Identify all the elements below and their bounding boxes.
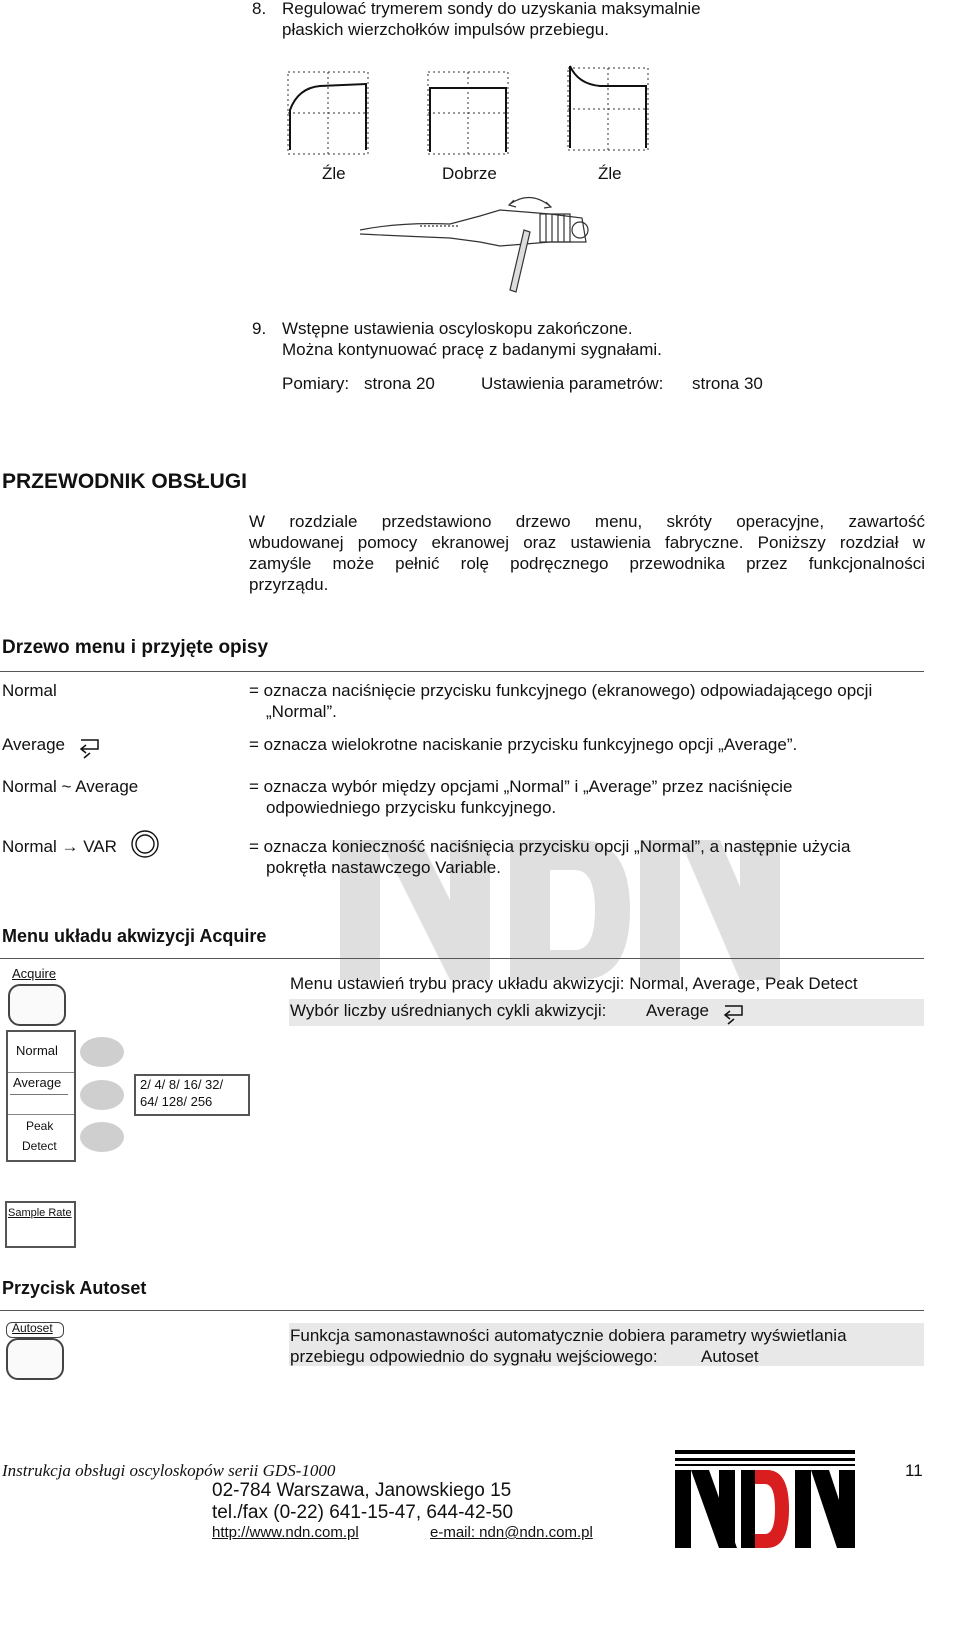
autoset-desc-value: Autoset	[701, 1347, 759, 1366]
desc-normal-average-line1: = oznacza wybór między opcjami „Normal” i „Average” przez naciśnięcie	[249, 777, 793, 796]
acquire-title: Menu układu akwizycji Acquire	[2, 926, 267, 946]
desc-average-line1: = oznacza wielokrotne naciskanie przycisku funkcyjnego opcji „Average”.	[249, 735, 798, 754]
repeat-press-icon	[78, 735, 102, 759]
average-options-line1: 2/ 4/ 8/ 16/ 32/	[140, 1077, 224, 1092]
desc-normal-var-line2: pokrętła nastawczego Variable.	[266, 858, 501, 877]
term-normal-average: Normal ~ Average	[2, 777, 139, 796]
acquire-desc-line1: Menu ustawień trybu pracy układu akwizycji: Normal, Average, Peak Detect	[290, 974, 858, 993]
section-title: PRZEWODNIK OBSŁUGI	[2, 470, 247, 493]
waveform-label-bad-right: Źle	[598, 164, 622, 183]
softkey-button-3[interactable]	[80, 1122, 124, 1152]
softkey-divider	[8, 1072, 74, 1073]
softkey-peak-label: Peak	[26, 1119, 54, 1133]
waveform-label-good: Dobrze	[442, 164, 497, 183]
desc-normal-average-line2: odpowiedniego przycisku funkcyjnego.	[266, 798, 557, 817]
waveform-label-bad-left: Źle	[322, 164, 346, 183]
footer-www-link[interactable]: http://www.ndn.com.pl	[212, 1524, 359, 1541]
step9-number: 9.	[252, 319, 267, 338]
softkey-detect-label: Detect	[22, 1139, 57, 1153]
ref-settings-label: Ustawienia parametrów:	[481, 374, 664, 393]
softkey-average-label: Average	[13, 1075, 62, 1090]
ref-settings-page: strona 30	[692, 374, 763, 393]
acquire-button-label: Acquire	[12, 966, 57, 981]
autoset-button[interactable]	[6, 1338, 64, 1380]
footer-address: 02-784 Warszawa, Janowskiego 15	[212, 1480, 512, 1501]
menu-tree-rule	[0, 671, 924, 672]
ref-measure-label: Pomiary:	[282, 374, 350, 393]
footer-email-link[interactable]: e-mail: ndn@ndn.com.pl	[430, 1524, 593, 1541]
footer-manual-title: Instrukcja obsługi oscyloskopów serii GDS-1000	[2, 1461, 336, 1480]
intro-line4: przyrządu.	[249, 575, 329, 594]
step8-number: 8.	[252, 0, 267, 18]
intro-line2: wbudowanej pomocy ekranowej oraz ustawienia fabryczne. Poniższy rozdział w	[249, 533, 925, 552]
menu-tree-title: Drzewo menu i przyjęte opisy	[2, 637, 269, 658]
acquire-desc-line2-label: Wybór liczby uśrednianych cykli akwizycji:	[290, 1001, 607, 1020]
sample-rate-label: Sample Rate	[8, 1207, 72, 1219]
softkey-divider	[8, 1114, 74, 1115]
term-normal: Normal	[2, 681, 57, 700]
autoset-title: Przycisk Autoset	[2, 1278, 147, 1298]
intro-line1: W rozdziale przedstawiono drzewo menu, skróty operacyjne, zawartość	[249, 512, 925, 531]
term-average: Average	[2, 735, 66, 754]
autoset-desc-line1: Funkcja samonastawności automatycznie dobiera parametry wyświetlania	[290, 1326, 847, 1345]
softkey-normal-label: Normal	[16, 1043, 58, 1058]
term-normal-var: Normal → VAR	[2, 837, 117, 856]
desc-normal-var-line1: = oznacza konieczność naciśnięcia przycisku opcji „Normal”, a następnie użycia	[249, 837, 851, 856]
autoset-rule	[0, 1310, 924, 1311]
page-number: 11	[905, 1461, 923, 1480]
waveform-diagrams	[280, 60, 670, 160]
autoset-button-label: Autoset	[12, 1321, 53, 1335]
ref-measure-page: strona 20	[364, 374, 435, 393]
acquire-button[interactable]	[8, 984, 66, 1026]
acquire-rule	[0, 958, 924, 959]
variable-knob-icon	[130, 829, 160, 859]
probe-trimmer-illustration	[360, 190, 600, 300]
step8-line1: Regulować trymerem sondy do uzyskania maksymalnie	[282, 0, 701, 18]
step8-line2: płaskich wierzchołków impulsów przebiegu.	[282, 20, 609, 39]
average-options-line2: 64/ 128/ 256	[140, 1094, 213, 1109]
softkey-button-1[interactable]	[80, 1037, 124, 1067]
ndn-logo	[675, 1450, 855, 1550]
desc-normal-line2: „Normal”.	[266, 702, 337, 721]
footer-phone: tel./fax (0-22) 641-15-47, 644-42-50	[212, 1502, 514, 1523]
step9-line1: Wstępne ustawienia oscyloskopu zakończone.	[282, 319, 633, 338]
autoset-desc-line2: przebiegu odpowiednio do sygnału wejściowego:	[290, 1347, 658, 1366]
repeat-press-icon	[722, 1001, 746, 1025]
softkey-button-2[interactable]	[80, 1080, 124, 1110]
acquire-desc-line2-value: Average	[646, 1001, 710, 1020]
desc-normal-line1: = oznacza naciśnięcie przycisku funkcyjnego (ekranowego) odpowiadającego opcji	[249, 681, 873, 700]
softkey-average-underline	[10, 1094, 68, 1095]
step9-line2: Można kontynuować pracę z badanymi sygnałami.	[282, 340, 662, 359]
intro-line3: zamyśle może pełnić rolę podręcznego przewodnika przez funkcjonalności	[249, 554, 925, 573]
